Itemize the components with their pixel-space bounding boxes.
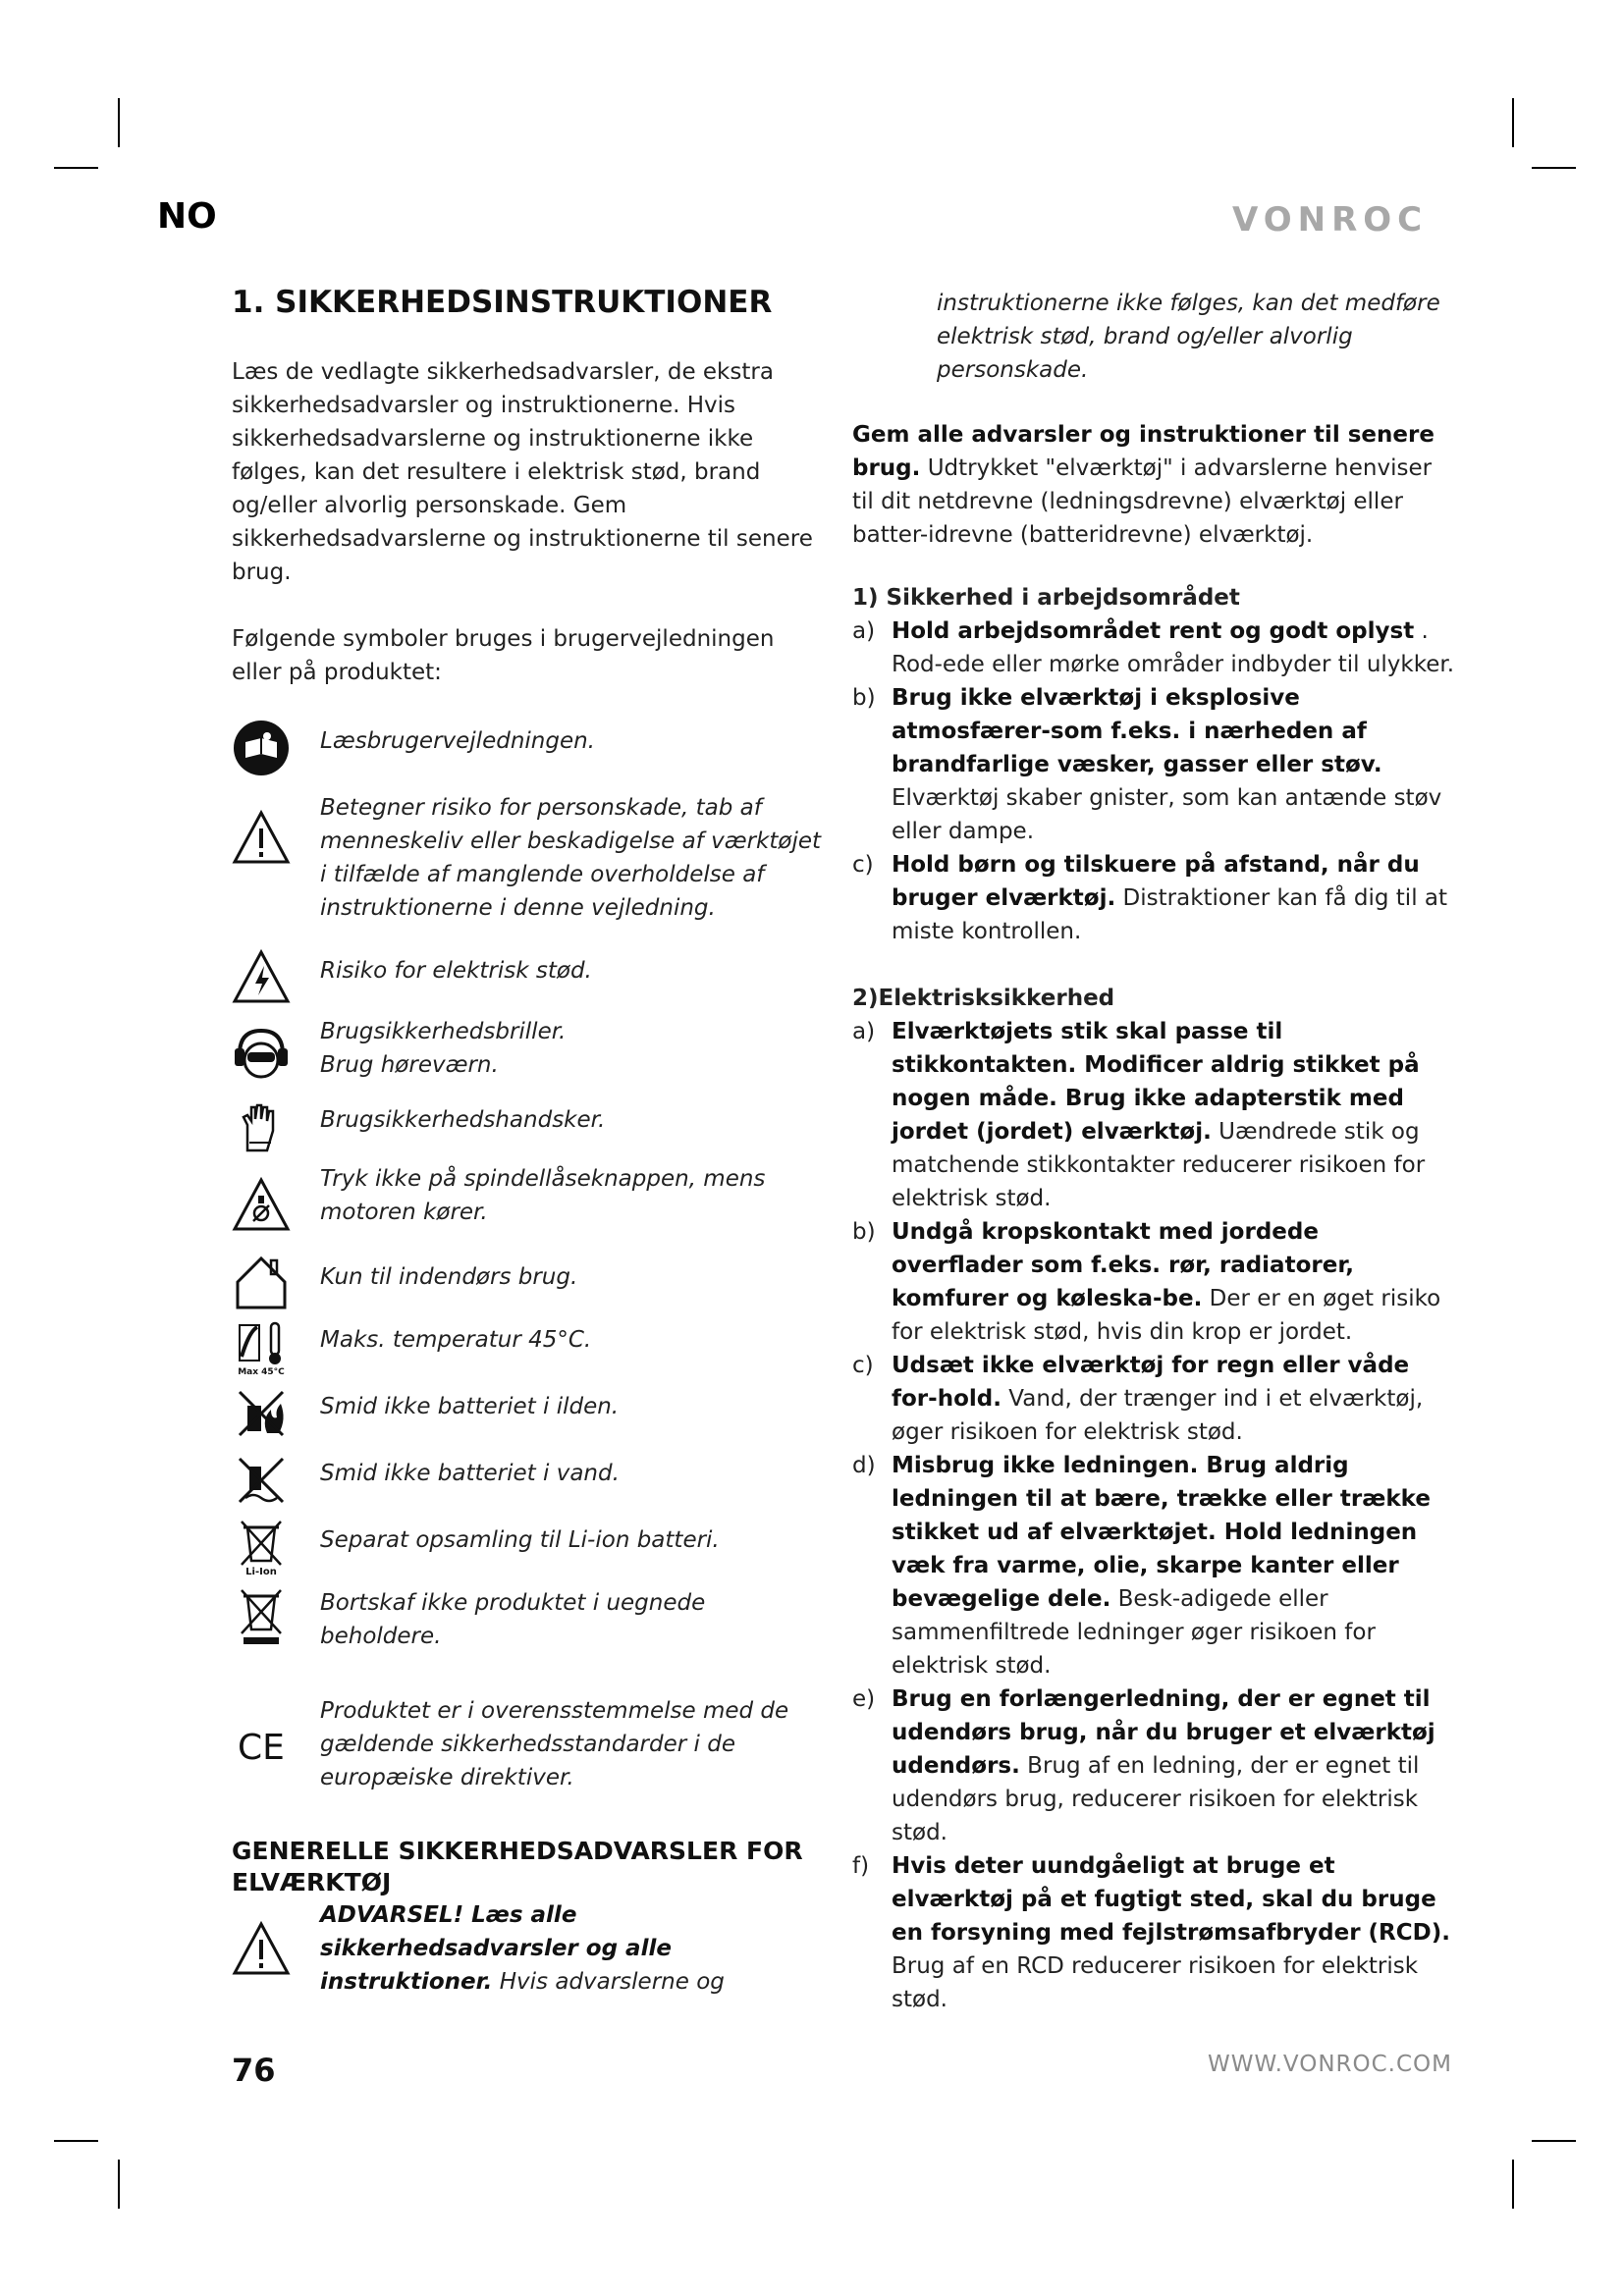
symbol-row: Smid ikke batteriet i vand. — [232, 1449, 826, 1516]
list-item: c) Hold børn og tilskuere på afstand, når du bruger elværktøj. Distraktioner kan få dig til at miste kontrollen. — [852, 852, 1448, 944]
max-temperature-icon — [232, 1317, 291, 1376]
page-number: 76 — [232, 2052, 276, 2089]
svg-text:CE: CE — [238, 1728, 285, 1768]
list-item: d) Misbrug ikke ledningen. Brug aldrig ledningen til at bære, trække eller trække stikket ud af elværktøjet. Hold ledningen væk fra varme, olie, skarpe kanter eller bevægelige dele. Besk-adigede eller sammenfiltrede ledninger øger risikoen for elektrisk stød. — [852, 1453, 1431, 1679]
language-code: NO — [157, 196, 217, 237]
general-warnings-heading: GENERELLE SIKKERHEDSADVARSLER FOR ELVÆRKTØJ — [232, 1837, 803, 1896]
symbols-intro: Følgende symboler bruges i brugervejledningen eller på produktet: — [232, 626, 775, 685]
section-heading-work-area: 1) Sikkerhed i arbejdsområdet — [852, 585, 1240, 611]
electric-shock-icon — [232, 948, 291, 1007]
crossed-bin-icon — [232, 1588, 291, 1647]
symbol-row: Smid ikke batteriet i ilden. — [232, 1382, 826, 1449]
crop-mark — [118, 98, 120, 147]
symbol-row: Bortskaf ikke produktet i uegnede beholdere. — [232, 1586, 826, 1688]
goggles-ear-protection-icon — [232, 1025, 291, 1084]
list-item: a) Hold arbejdsområdet rent og godt oplyst . Rod-ede eller mørke områder indbyder til ulykker. — [852, 618, 1455, 677]
crop-mark — [1532, 2140, 1576, 2142]
crop-mark — [54, 167, 98, 169]
page-title: 1. SIKKERHEDSINSTRUKTIONER — [232, 285, 773, 320]
no-water-battery-icon — [232, 1451, 291, 1510]
indoor-house-icon — [232, 1253, 291, 1311]
warning-block: ADVARSEL! Læs alle sikkerhedsadvarsler og alle instruktioner. Hvis advarslerne og — [232, 1898, 826, 1999]
spindle-lock-warning-icon — [232, 1176, 291, 1235]
list-item: a) Elværktøjets stik skal passe til stikkontakten. Modificer aldrig stikket på nogen måde. Brug ikke adapterstik med jordet (jordet) elværktøj. Uændrede stik og matchende stikkontakter reducerer risikoen for elektrisk stød. — [852, 1019, 1426, 1211]
warning-icon — [232, 809, 291, 868]
section-heading-electrical: 2)Elektrisksikkerhed — [852, 986, 1115, 1011]
intro-paragraph: Læs de vedlagte sikkerhedsadvarsler, de ekstra sikkerhedsadvarsler og instruktionerne. Hvis sikkerhedsadvarslerne og instruktionerne ikke følges, kan det resultere i elektrisk stød, brand og/eller alvorlig personskade. Gem sikkerhedsadvarslerne og instruktionerne til senere brug. — [232, 359, 813, 585]
no-fire-battery-icon — [232, 1384, 291, 1443]
crop-mark — [1512, 2160, 1514, 2209]
brand-logo: VONROC — [1232, 200, 1429, 240]
symbol-row: Læsbrugervejledningen. — [232, 717, 826, 781]
symbol-row: Tryk ikke på spindellåseknappen, mens motoren kører. — [232, 1162, 826, 1251]
ce-mark-icon — [232, 1716, 291, 1775]
left-column — [232, 285, 826, 1999]
li-ion-bin-icon — [232, 1518, 291, 1576]
symbol-row: Kun til indendørs brug. — [232, 1251, 826, 1315]
warning-continuation: instruktionerne ikke følges, kan det medføre elektrisk stød, brand og/eller alvorlig personskade. — [937, 291, 1440, 383]
list-item: b) Undgå kropskontakt med jordede overflader som f.eks. rør, radiatorer, komfurer og køleska-be. Der er en øget risiko for elektrisk stød, hvis din krop er jordet. — [852, 1219, 1441, 1345]
symbol-row: Betegner risiko for personskade, tab af menneskeliv eller beskadigelse af værktøjet i tilfælde af manglende overholdelse af instruktionerne i denne vejledning. — [232, 791, 826, 936]
symbol-row: CE Produktet er i overensstemmelse med de gældende sikkerhedsstandarder i de europæiske direktiver. — [232, 1694, 826, 1816]
warning-icon — [232, 1920, 291, 1979]
crop-mark — [1532, 167, 1576, 169]
list-item: b) Brug ikke elværktøj i eksplosive atmosfærer-som f.eks. i nærheden af brandfarlige væsker, gasser eller støv. Elværktøj skaber gnister, som kan antænde støv eller dampe. — [852, 685, 1442, 844]
symbol-row: Max 45°C Maks. temperatur 45°C. — [232, 1315, 826, 1382]
svg-text:Li-Ion: Li-Ion — [245, 1567, 277, 1576]
crop-mark — [54, 2140, 98, 2142]
save-instructions: Gem alle advarsler og instruktioner til senere brug. Udtrykket "elværktøj" i advarslerne henviser til dit netdrevne (ledningsdrevne) elværktøj eller batter-idrevne (batteridrevne) elværktøj. — [852, 422, 1435, 548]
svg-text:Max 45°C: Max 45°C — [238, 1367, 285, 1376]
gloves-icon — [232, 1097, 291, 1156]
website-url: WWW.VONROC.COM — [1208, 2052, 1452, 2077]
list-item: c) Udsæt ikke elværktøj for regn eller våde for-hold. Vand, der trænger ind i et elværktøj, øger risikoen for elektrisk stød. — [852, 1353, 1424, 1445]
crop-mark — [118, 2160, 120, 2209]
list-item: f) Hvis deter uundgåeligt at bruge et elværktøj på et fugtigt sted, skal du bruge en forsyning med fejlstrømsafbryder (RCD). Brug af en RCD reducerer risikoen for elektrisk stød. — [852, 1853, 1450, 2012]
symbol-row: Brugsikkerhedsbriller. Brug høreværn. — [232, 1015, 826, 1094]
symbol-row: Brugsikkerhedshandsker. — [232, 1095, 826, 1162]
symbol-row: Li-Ion Separat opsamling til Li-ion batteri. — [232, 1516, 826, 1586]
manual-icon — [232, 719, 291, 777]
list-item: e) Brug en forlængerledning, der er egnet til udendørs brug, når du bruger et elværktøj udendørs. Brug af en ledning, der er egnet til udendørs brug, reducerer risikoen for elektrisk stød. — [852, 1686, 1435, 1845]
right-column — [852, 287, 1456, 2016]
crop-mark — [1512, 98, 1514, 147]
symbol-row: Risiko for elektrisk stød. — [232, 946, 826, 1011]
